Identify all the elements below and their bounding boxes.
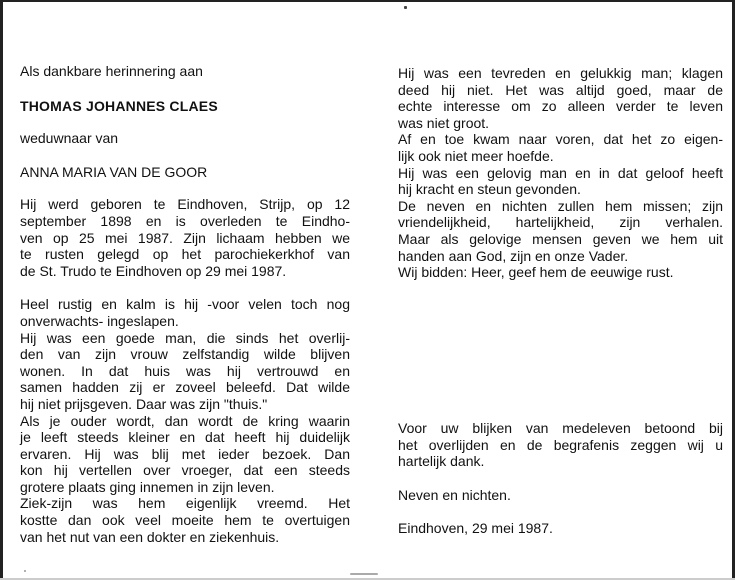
bio-line: te rusten gelegd op het parochiekerkhof van (20, 246, 350, 263)
relation-text: weduwnaar van (20, 130, 119, 147)
reflection-line: Hij was een tevreden en gelukkig man; klagen (398, 65, 723, 81)
reflection-line: vriendelijkheid, hartelijkheid, zijn verhalen. (398, 214, 723, 231)
reflection-line: lijk ook niet meer hoefde. (398, 147, 554, 164)
bio-line: ven op 25 mei 1987. Zijn lichaam hebben we (20, 229, 350, 246)
story-line: onverwachts- ingeslapen. (20, 312, 179, 329)
biography-paragraph (20, 196, 350, 279)
thanks-section (398, 420, 723, 537)
left-column (20, 63, 350, 545)
story-line: ervaren. Hij was blij met ieder bezoek. Dan (20, 445, 350, 462)
reflection-line: Wij bidden: Heer, geef hem de eeuwige rust. (398, 264, 674, 281)
intro-text: Als dankbare herinnering aan (20, 63, 203, 79)
story-line: Heel rustig en kalm is hij -voor velen toch nog (20, 296, 350, 313)
story-line: je leeft steeds kleiner en dat heeft hij duidelijk (20, 429, 350, 446)
bio-line: september 1898 en is overleden te Eindho- (20, 212, 350, 229)
reflection-line: handen aan God, zijn en onze Vader. (398, 247, 629, 264)
story-line: kostte dan ook veel moeite hem te overtuigen (20, 512, 350, 529)
reflection-line: echte interesse om zo alleen verder te leven (398, 98, 723, 115)
story-line: grotere plaats ging innemen in zijn leven. (20, 478, 275, 495)
reflection-line: was niet groot. (398, 114, 490, 131)
story-line: Ziek-zijn was hem eigenlijk vreemd. Het (20, 495, 350, 512)
story-line: van het nut van een dokter en ziekenhuis. (20, 528, 280, 545)
thanks-line: Voor uw blijken van medeleven betoond bij (398, 420, 723, 436)
bio-line: Hij werd geboren te Eindhoven, Strijp, op 12 (20, 196, 350, 213)
story-line: den van zijn vrouw zelfstandig wilde blijven (20, 346, 350, 363)
left-border (0, 0, 3, 580)
scan-speck (404, 6, 407, 9)
right-column (398, 65, 723, 281)
reflection-line: Maar als gelovige mensen geven we hem uit (398, 230, 723, 247)
thanks-line: het overlijden en de begrafenis zeggen wij u (398, 436, 723, 453)
reflection-line: hij kracht en steun gevonden. (398, 181, 581, 198)
story-line: Als je ouder wordt, dan wordt de kring waarin (20, 412, 350, 429)
story-paragraph (20, 296, 350, 545)
story-line: samen hadden zij er zoveel beleefd. Dat wilde (20, 379, 350, 396)
scan-speck (350, 573, 378, 575)
thanks-line: hartelijk dank. (398, 453, 485, 470)
deceased-name: THOMAS JOHANNES CLAES (20, 97, 218, 114)
bio-line: de St. Trudo te Eindhoven op 29 mei 1987. (20, 262, 287, 279)
reflection-line: De neven en nichten zullen hem missen; zijn (398, 197, 723, 214)
story-line: kon hij vertellen over vroeger, dat een steeds (20, 462, 350, 479)
spouse-name: ANNA MARIA VAN DE GOOR (20, 163, 208, 180)
reflection-paragraph (398, 65, 723, 281)
reflection-line: Hij was een gelovig man en in dat geloof heeft (398, 164, 723, 181)
place-date-text: Eindhoven, 29 mei 1987. (398, 520, 553, 537)
reflection-line: deed hij niet. Het was altijd goed, maar de (398, 81, 723, 98)
story-line: hij niet prijsgeven. Daar was zijn "thuis." (20, 395, 268, 412)
scan-speck (24, 570, 26, 572)
top-border (0, 0, 735, 2)
reflection-line: Af en toe kwam naar voren, dat het zo eigen- (398, 131, 723, 148)
signature-text: Neven en nichten. (398, 486, 511, 503)
story-line: Hij was een goede man, die sinds het overlij- (20, 329, 350, 346)
story-line: wonen. In dat huis was hij vertrouwd en (20, 362, 350, 379)
